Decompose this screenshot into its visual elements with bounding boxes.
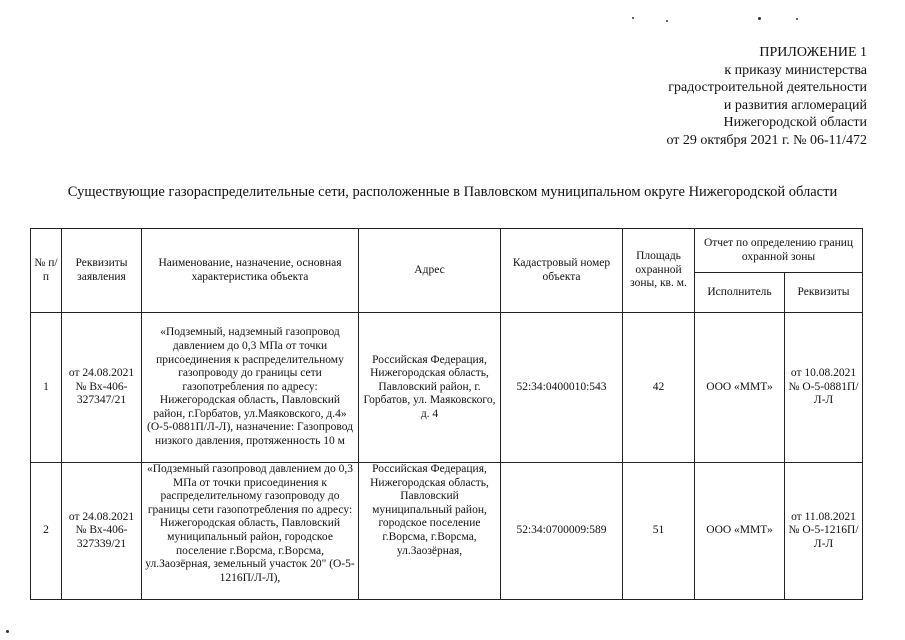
row-report-requisites: от 11.08.2021 № О-5-1216П/Л-Л: [785, 463, 863, 600]
col-header-name: Наименование, назначение, основная характеристика объекта: [142, 229, 359, 313]
row-name-text: «Подземный газопровод давлением до 0,3 МПа от точки присоединения к распределительному газопроводу до границы сети газопотребления по адресу: Нижегородская область, Павловский муниципальный район, городское поселение г.Ворсма, г.Ворсма, ул.Заозёрная, земельный участок 20" (О-5-1216П/Л-Л),: [145, 463, 355, 584]
appendix-order-date: от 29 октября 2021 г. № 06-11/472: [666, 132, 867, 148]
row-address: Российская Федерация, Нижегородская область, Павловский район, г. Горбатов, ул. Маяковского, д. 4: [359, 313, 501, 463]
document-title: Существующие газораспределительные сети, расположенные в Павловском муниципальном округе Нижегородской области: [67, 184, 838, 200]
table-row: [31, 463, 863, 600]
row-area: 42: [623, 313, 695, 463]
row-name: [142, 463, 359, 600]
table-row: [31, 313, 863, 463]
appendix-line: к приказу министерства: [724, 62, 867, 78]
col-header-requisites: Реквизиты заявления: [62, 229, 142, 313]
appendix-line: и развития агломераций: [723, 97, 867, 113]
row-cadastral: 52:34:0400010:543: [501, 313, 623, 463]
appendix-line: градостроительной деятельности: [668, 80, 867, 95]
col-header-report: Отчет по определению границ охранной зоны: [695, 229, 863, 273]
col-header-num: № п/п: [31, 229, 62, 313]
scan-speck: [758, 17, 761, 20]
col-header-report-requisites: Реквизиты: [785, 273, 863, 313]
row-num: 1: [31, 313, 62, 463]
row-area: 51: [623, 463, 695, 600]
row-num: 2: [31, 463, 62, 600]
col-header-cadastral: Кадастровый номер объекта: [501, 229, 623, 313]
appendix-line: Нижегородской области: [723, 115, 867, 130]
row-requisites: от 24.08.2021 № Вх-406-327339/21: [62, 463, 142, 600]
table-header-row: [31, 229, 863, 273]
scan-speck: [796, 18, 798, 20]
appendix-header: [666, 44, 867, 149]
row-report-requisites: от 10.08.2021 № О-5-0881П/Л-Л: [785, 313, 863, 463]
col-header-address: Адрес: [359, 229, 501, 313]
row-executor: ООО «ММТ»: [695, 313, 785, 463]
row-address-text: Российская Федерация, Нижегородская область, Павловский муниципальный район, городское поселение г.Ворсма, г.Ворсма, ул.Заозёрная,: [370, 463, 489, 557]
row-name-text: «Подземный, надземный газопровод давлением до 0,3 МПа от точки присоединения к распределительному газопроводу до границы сети газопотребления по адресу: Нижегородская область, Павловский район, г.Горбатов, ул.Маяковского, д.4» (О-5-0881П/Л-Л), назначение: Газопровод низкого давления, протяженность 10 м: [147, 326, 353, 448]
scan-speck: [632, 17, 634, 19]
row-executor: ООО «ММТ»: [695, 463, 785, 600]
scan-speck: [666, 20, 668, 22]
scan-speck: [6, 630, 9, 633]
gas-network-table: [30, 228, 863, 600]
col-header-executor: Исполнитель: [695, 273, 785, 313]
row-cadastral: 52:34:0700009:589: [501, 463, 623, 600]
row-requisites: от 24.08.2021 № Вх-406-327347/21: [62, 313, 142, 463]
appendix-title: ПРИЛОЖЕНИЕ 1: [759, 45, 867, 60]
row-name: [142, 313, 359, 463]
row-address: [359, 463, 501, 600]
col-header-area: Площадь охранной зоны, кв. м.: [623, 229, 695, 313]
